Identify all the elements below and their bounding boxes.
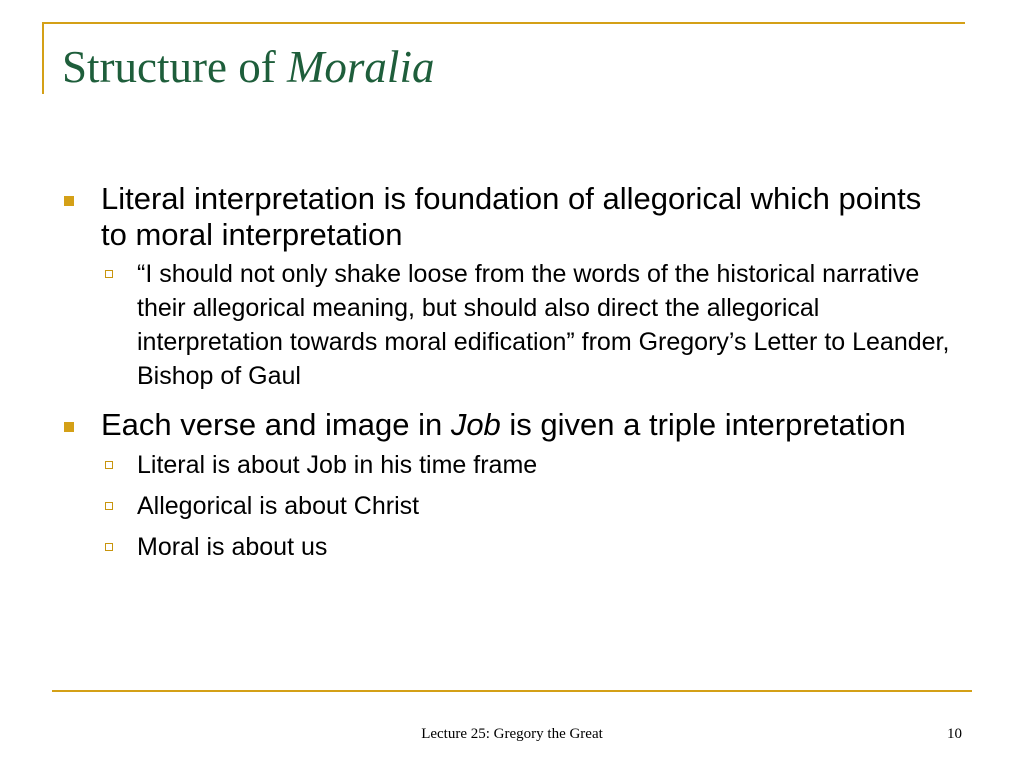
bullet-2-sub-1-text: Literal is about Job in his time frame [137,451,538,479]
bullet-2-text-emphasis: Job [450,407,501,442]
title-prefix: Structure of [62,42,287,92]
bullet-2-text-after: is given a triple interpretation [500,407,906,442]
slide-body [60,181,950,564]
bullet-1 [60,181,950,253]
hollow-square-icon [105,502,113,510]
bullet-2-sub-1 [101,448,950,482]
page-number: 10 [947,726,962,742]
footer-divider [52,690,972,692]
hollow-square-icon [105,461,113,469]
bullet-2-sub-3-text: Moral is about us [137,533,328,561]
bullet-2-sub-2 [101,489,950,523]
slide-title [62,40,434,94]
left-border-line [42,22,44,94]
bullet-1-text: Literal interpretation is foundation of allegorical which points to moral interpretation [101,181,922,252]
footer-lecture-title: Lecture 25: Gregory the Great [421,726,603,742]
top-border-line [42,22,965,24]
hollow-square-icon [105,543,113,551]
filled-square-icon [64,422,74,432]
bullet-2 [60,407,950,443]
title-emphasis: Moralia [286,42,435,92]
bullet-1-sub-1 [101,257,950,393]
bullet-2-sub-2-text: Allegorical is about Christ [137,492,420,520]
bullet-1-sub-1-text: “I should not only shake loose from the words of the historical narrative their allegorical meaning, but should also direct the allegorical interpretation towards moral edification” from Gregory’s Letter to Leander, Bishop of Gaul [137,260,950,390]
filled-square-icon [64,196,74,206]
hollow-square-icon [105,270,113,278]
bullet-2-sub-3 [101,530,950,564]
bullet-2-text-before: Each verse and image in [101,407,451,442]
